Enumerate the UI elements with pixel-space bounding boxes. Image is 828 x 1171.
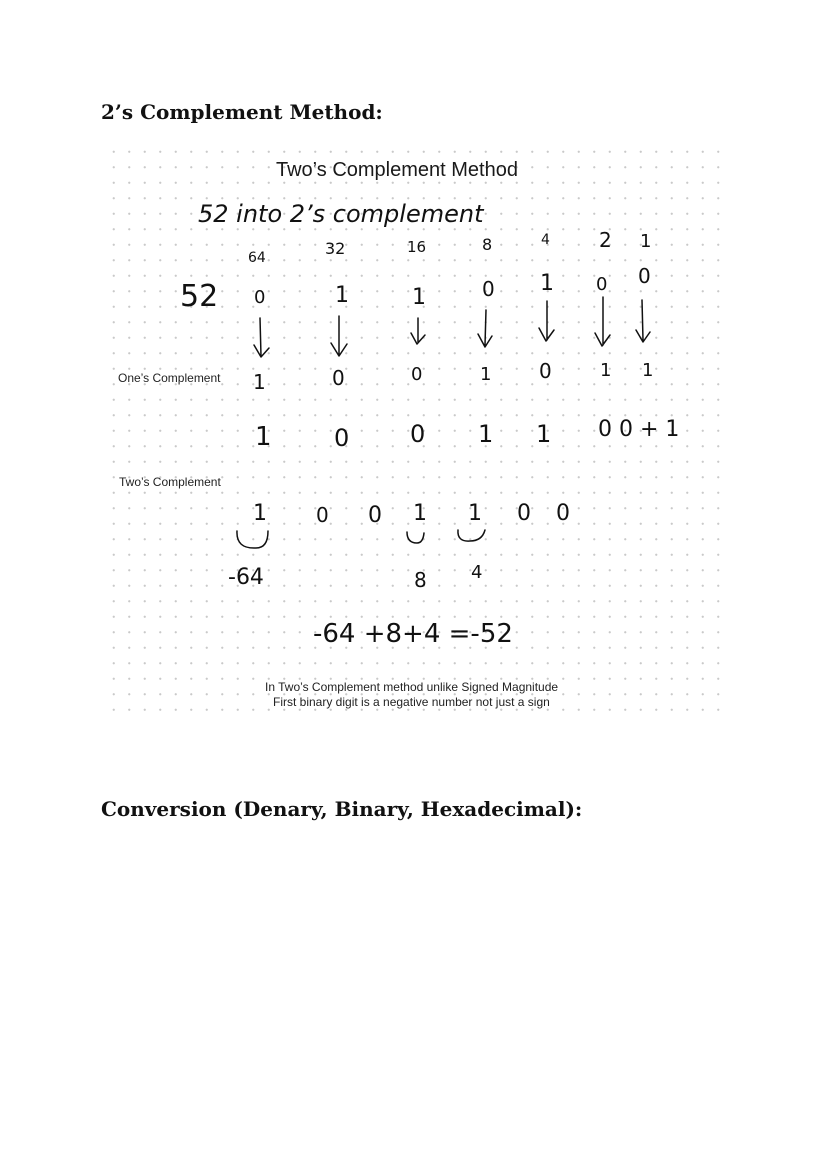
brace-value: 8: [414, 568, 427, 592]
place-value: 1: [640, 231, 652, 252]
number-52: 52: [180, 279, 219, 314]
sum-digit: 0: [410, 420, 426, 448]
twos-digit: 0: [368, 503, 382, 528]
binary-digit: 1: [412, 285, 426, 310]
binary-digit: 1: [335, 283, 349, 308]
binary-digit: 0: [482, 277, 495, 301]
place-value: 64: [248, 250, 266, 266]
twos-complement-label: Two’s Complement: [119, 475, 221, 489]
place-value: 2: [599, 228, 612, 252]
ones-digit: 0: [411, 364, 423, 385]
twos-digit: 1: [468, 501, 482, 526]
binary-digit: 0: [596, 274, 608, 295]
ones-digit: 1: [480, 364, 492, 385]
final-sum: -64 +8+4 =-52: [313, 619, 513, 649]
intro-line: 52 into 2’s complement: [198, 200, 484, 228]
brace-value: 4: [471, 562, 483, 583]
ones-complement-label: One’s Complement: [118, 371, 221, 385]
sum-digit: 1: [255, 422, 272, 452]
caption-line-2: First binary digit is a negative number not just a sign: [273, 695, 550, 709]
section-heading-conversion: Conversion (Denary, Binary, Hexadecimal):: [101, 797, 583, 821]
twos-digit: 0: [316, 503, 329, 527]
binary-digit: 1: [540, 271, 554, 296]
place-value: 8: [482, 235, 493, 254]
down-arrows: [254, 297, 650, 357]
place-value: 32: [325, 239, 346, 258]
underline-braces: [237, 530, 485, 548]
ones-digit: 1: [600, 360, 612, 381]
twos-digit: 1: [413, 501, 427, 526]
sum-digit: 1: [536, 420, 552, 448]
sum-digit: 1: [478, 420, 494, 448]
caption-line-1: In Two’s Complement method unlike Signed Magnitude: [265, 680, 559, 694]
binary-digit: 0: [254, 287, 266, 308]
ones-digit: 0: [332, 366, 345, 390]
brace-value: -64: [228, 565, 264, 590]
sum-digit: 0: [334, 424, 350, 452]
twos-digit: 0: [556, 501, 570, 526]
place-value: 16: [407, 238, 427, 256]
place-value: 4: [541, 232, 550, 248]
note-title: Two’s Complement Method: [276, 159, 518, 181]
ones-digit: 0: [539, 359, 552, 383]
ones-digit: 1: [253, 370, 266, 394]
ones-digit: 1: [642, 360, 654, 381]
twos-digit: 0: [517, 501, 531, 526]
plus-one-tail: 0 0 + 1: [598, 417, 680, 442]
section-heading-twos-complement: 2’s Complement Method:: [101, 100, 383, 124]
binary-digit: 0: [638, 264, 651, 288]
twos-digit: 1: [253, 501, 267, 526]
